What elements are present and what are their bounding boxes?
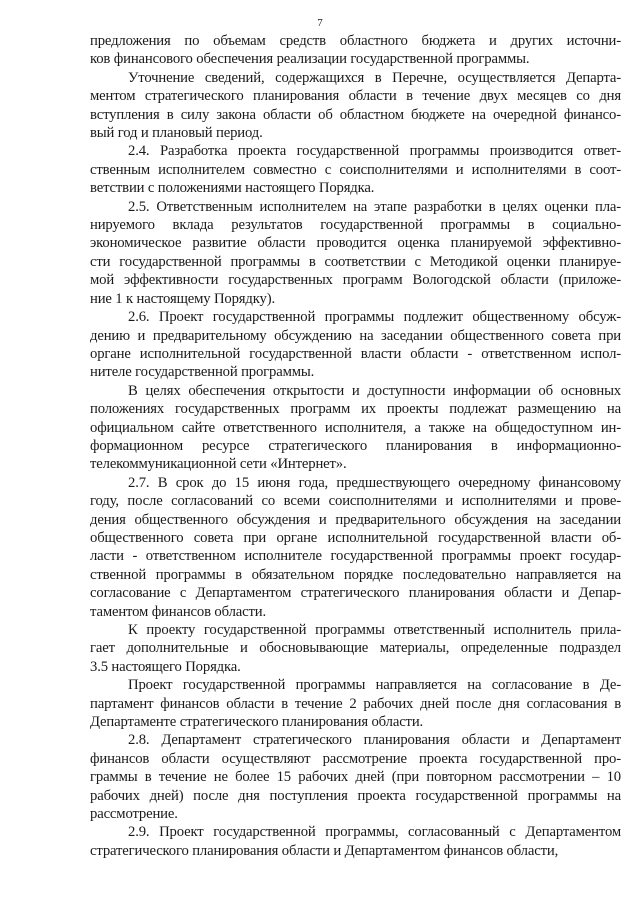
text-line: официальном сайте ответственного исполнителя, а также на общедоступном ин- [90,419,621,436]
text-line: предложения по объемам средств областного бюджета и других источни- [90,33,621,49]
text-line: ментом стратегического планирования области в течение двух месяцев со дня [90,88,621,105]
text-line: ков финансового обеспечения реализации государственной программы. [90,51,530,68]
text-line: органе исполнительной государственной власти области - ответственном испол- [90,345,621,362]
text-line: 3.5 настоящего Порядка. [90,658,241,675]
paragraph [90,823,621,860]
text-line: 2.9. Проект государственной программы, согласованный с Департаментом [128,824,621,841]
text-line: экономическое развитие области проводится оценка планируемой эффективно- [90,235,621,252]
text-line: общественного совета при органе исполнительной государственной власти об- [90,529,621,546]
text-line: 2.4. Разработка проекта государственной программы производится ответ- [128,143,621,160]
text-line: дения общественного обсуждения и предварительного обсуждения на заседании [90,511,621,528]
text-line: формационном ресурсе стратегического планирования в информационно- [90,437,621,454]
paragraph [90,474,621,621]
text-line: 2.5. Ответственным исполнителем на этапе разработки в целях оценки пла- [128,198,621,215]
paragraph [90,69,621,143]
text-line: сти государственной программы в соответствии с Методикой оценки планируе- [90,253,621,270]
text-line: вый год и плановый период. [90,125,263,142]
text-line: ственной программы в обязательном порядке последовательно направляется на [90,566,621,583]
text-line: нителе государственной программы. [90,364,315,381]
text-line: ветствии с положениями настоящего Порядка. [90,180,375,197]
text-line: стратегического планирования области и Департаментом финансов области, [90,842,559,859]
text-line: К проекту государственной программы ответственный исполнитель прила- [128,622,621,638]
paragraph [90,308,621,382]
text-line: гает дополнительные и обосновывающие материалы, определенные подраздел [90,640,621,657]
text-line: положениях государственных программ их проекты подлежат размещению на [90,401,621,418]
text-line: финансов области осуществляют рассмотрение проекта государственной про- [90,750,621,767]
text-line: Департаменте стратегического планирования области. [90,714,424,731]
text-line: ласти - ответственном исполнителе государственной программы проект государ- [90,548,621,565]
text-line: телекоммуникационной сети «Интернет». [90,456,347,473]
text-line: дению и предварительному обсуждению на заседании общественного совета при [90,327,621,344]
paragraph [90,142,621,197]
text-line: согласование с Департаментом стратегического планирования области и Депар- [90,585,621,602]
text-line: 2.8. Департамент стратегического планирования области и Департамент [128,732,621,749]
page-number: 7 [317,17,323,29]
text-line: Проект государственной программы направляется на согласование в Де- [128,677,621,694]
paragraph [90,621,621,676]
text-line: таментом финансов области. [90,603,266,620]
text-line: рабочих дней) после дня поступления проекта государственной программы на [90,787,621,804]
text-line: граммы в течение не более 15 рабочих дней (при повторном рассмотрении – 10 [90,769,621,786]
paragraph [90,731,621,823]
text-line: ние 1 к настоящему Порядку). [90,290,275,307]
text-line: вступления в силу закона области об областном бюджете на очередной финансо- [90,106,621,123]
document-body [90,32,621,860]
text-line: нируемого вклада результатов государственной программы в социально- [90,217,621,234]
text-line: 2.7. В срок до 15 июня года, предшествующего очередному финансовому [128,474,621,491]
text-line: партамент финансов области в течение 2 рабочих дней после дня согласования в [90,695,621,712]
text-line: рассмотрение. [90,806,178,823]
paragraph [90,382,621,474]
text-line: мой эффективности государственных программ Вологодской области (приложе- [90,272,621,289]
text-line: ственным исполнителем совместно с соисполнителями и исполнителями в соот- [90,161,621,178]
text-line: Уточнение сведений, содержащихся в Перечне, осуществляется Департа- [128,69,621,86]
text-line: В целях обеспечения открытости и доступности информации об основных [128,382,621,399]
paragraph [90,198,621,308]
paragraph [90,32,621,69]
text-line: году, после согласований со всеми соисполнителями и исполнителями и прове- [90,493,621,510]
paragraph [90,676,621,731]
text-line: 2.6. Проект государственной программы подлежит общественному обсуж- [128,309,621,326]
